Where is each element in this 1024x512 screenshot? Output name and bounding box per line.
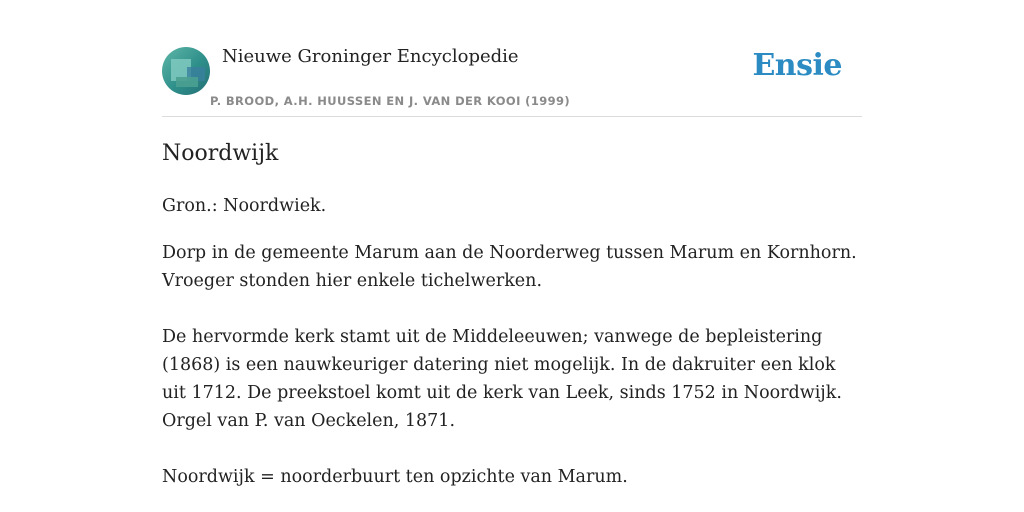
entry-paragraph: Noordwijk = noorderbuurt ten opzichte van Marum. bbox=[162, 467, 628, 487]
entry-title: Noordwijk bbox=[162, 141, 279, 166]
entry-content bbox=[162, 138, 862, 491]
book-title-link[interactable]: Nieuwe Groninger Encyclopedie bbox=[222, 46, 519, 67]
book-cover-thumbnail[interactable] bbox=[162, 47, 210, 95]
entry-paragraph: Gron.: Noordwiek. bbox=[162, 196, 327, 216]
entry-paragraph: De hervormde kerk stamt uit de Middeleeuwen; vanwege de bepleistering (1868) is een nauwkeuriger datering niet mogelijk. In de dakruiter een klok uit 1712. De preekstoel komt uit de kerk van Leek, sinds 1752 in Noordwijk. Orgel van P. van Oeckelen, 1871. bbox=[162, 327, 842, 431]
book-header bbox=[162, 44, 862, 117]
entry-paragraph: Dorp in de gemeente Marum aan de Noorderweg tussen Marum en Kornhorn. Vroeger stonden hier enkele tichelwerken. bbox=[162, 243, 857, 291]
cover-art-block bbox=[176, 77, 198, 87]
book-authors: P. BROOD, A.H. HUUSSEN EN J. VAN DER KOOI (1999) bbox=[210, 94, 571, 108]
ensie-logo[interactable]: Ensie bbox=[752, 48, 842, 83]
